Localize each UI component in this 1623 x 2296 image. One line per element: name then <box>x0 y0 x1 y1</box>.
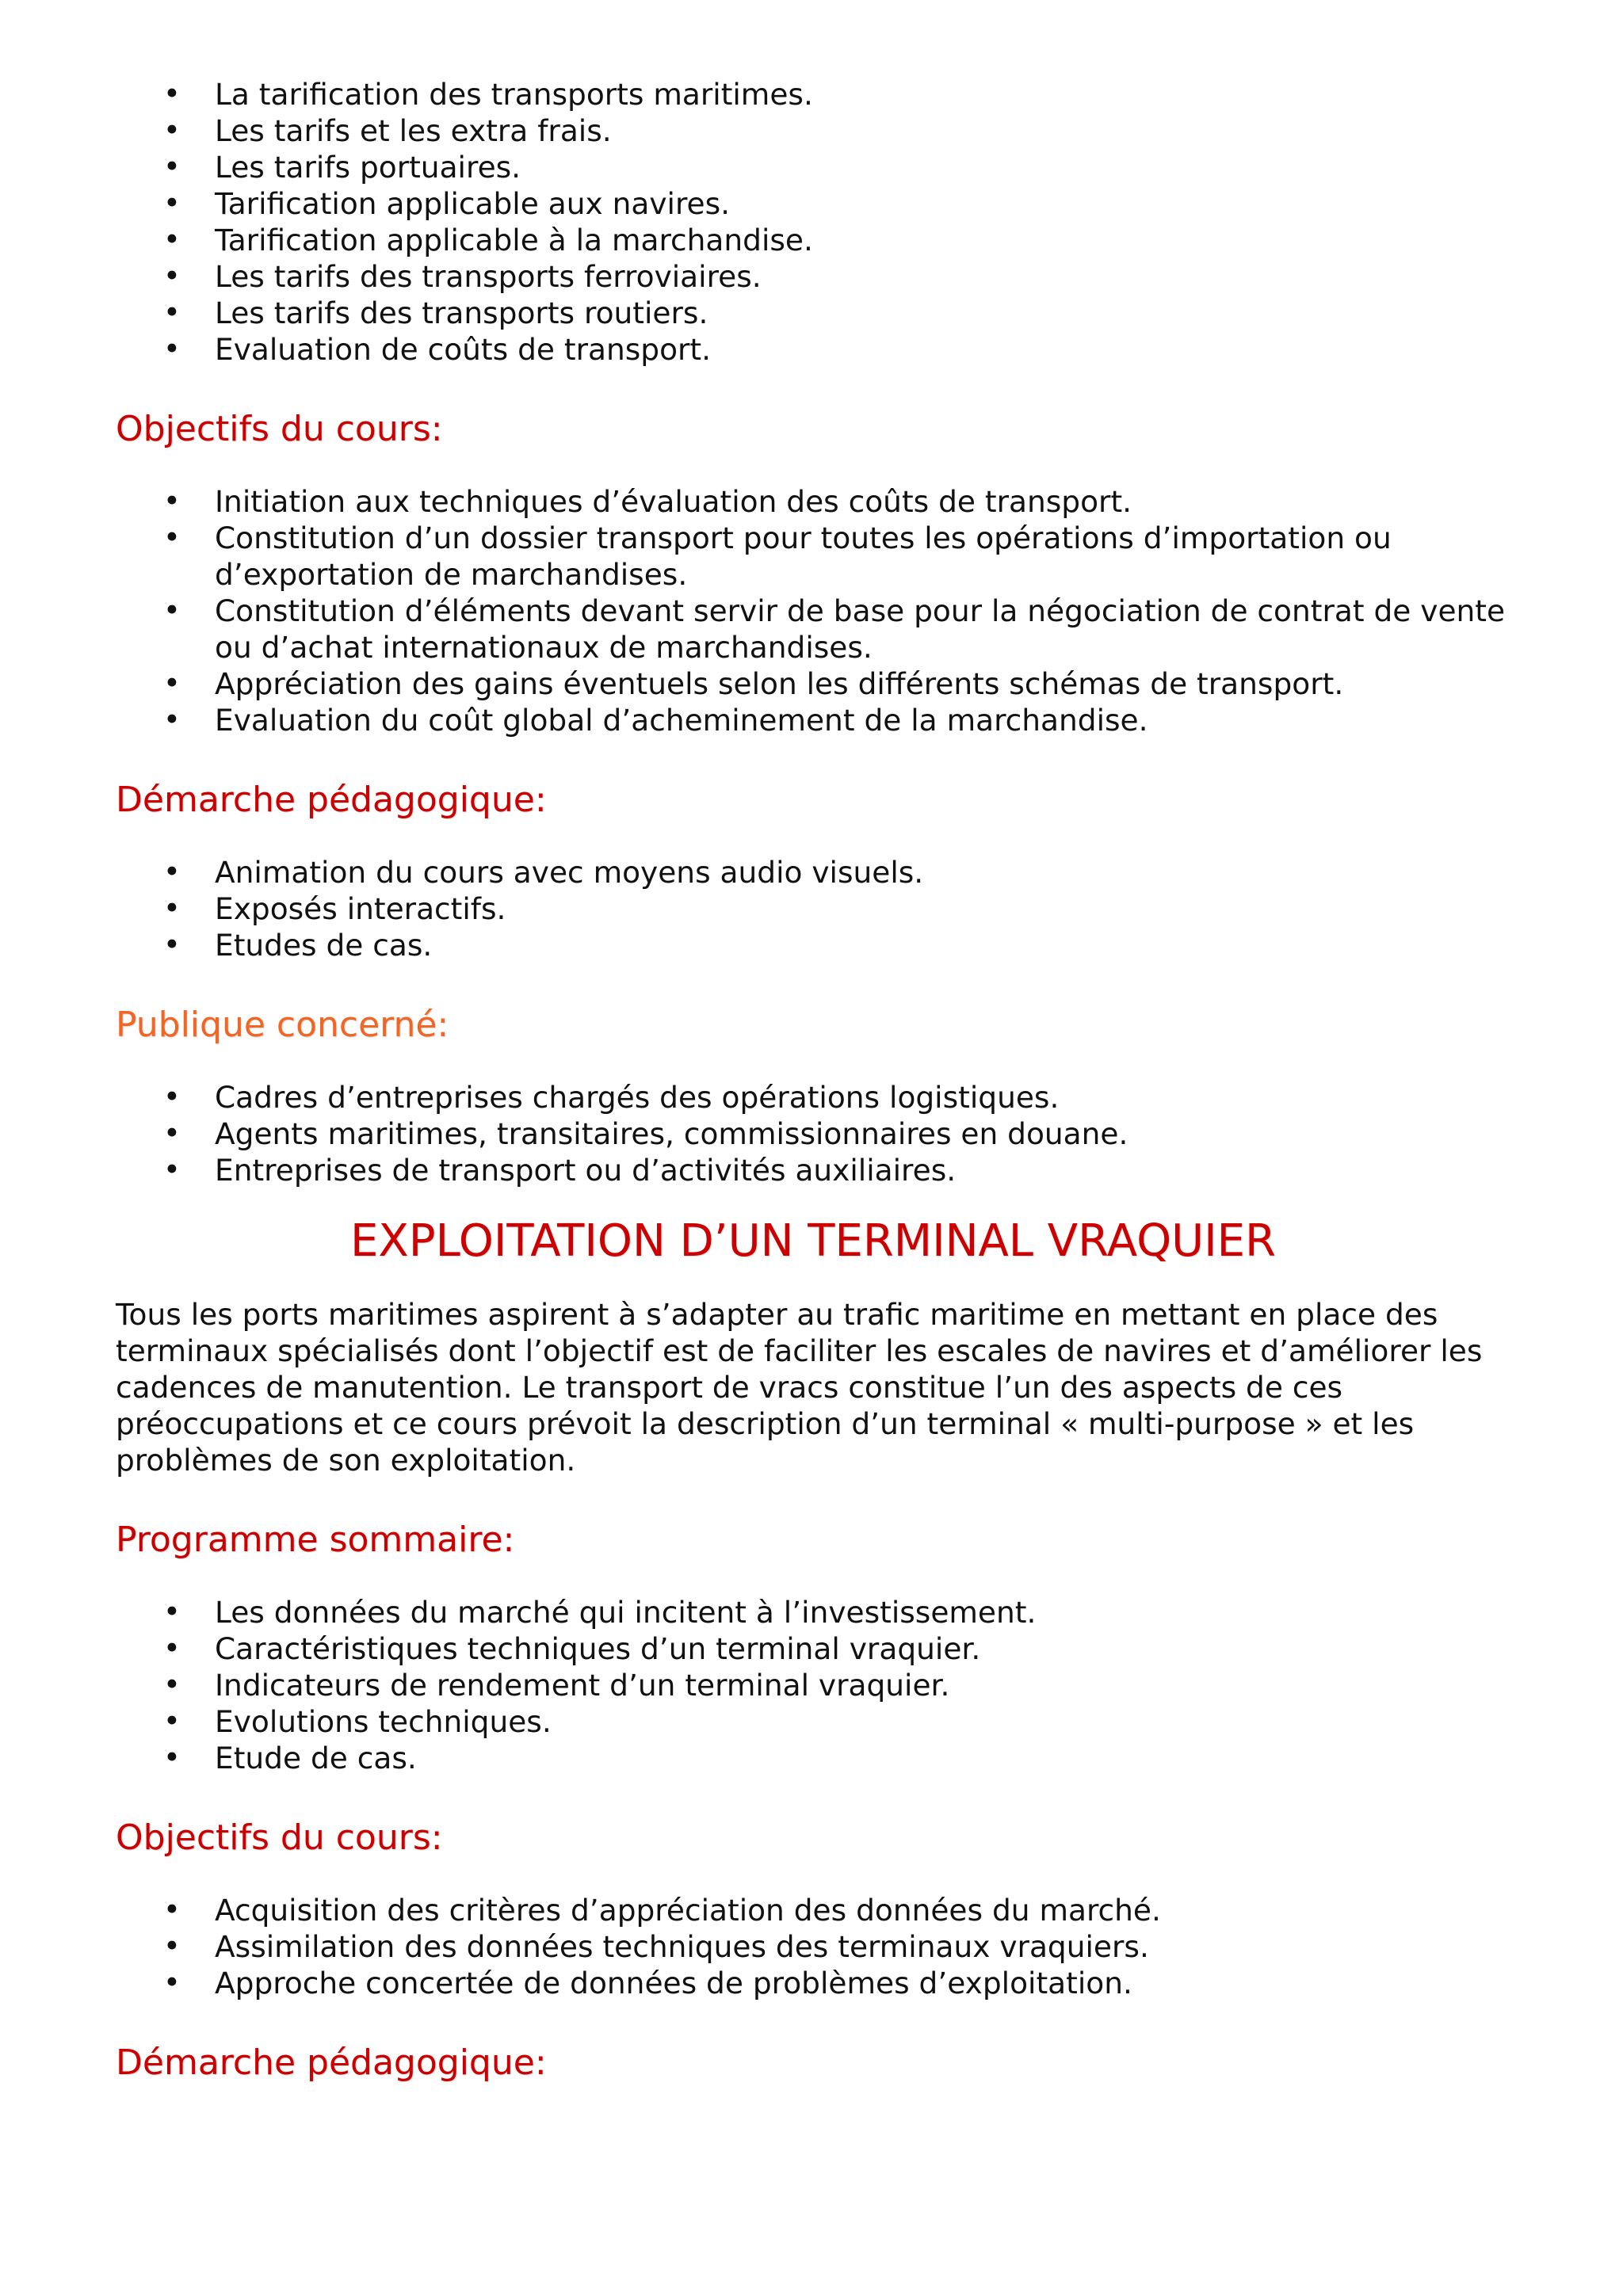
list-item: • Indicateurs de rendement d’un terminal vraquier. <box>116 1667 1510 1703</box>
course-intro-paragraph: Tous les ports maritimes aspirent à s’adapter au trafic maritime en mettant en place des terminaux spécialisés dont l’objectif est de faciliter les escales de navires et d’améliorer les cadences de manutention. Le transport de vracs constitue l’un des aspects de ces préoccupations et ce cours prévoit la description d’un terminal « multi-purpose » et les problèmes de son exploitation. <box>116 1297 1483 1478</box>
list-item: • Entreprises de transport ou d’activités auxiliaires. <box>116 1152 1510 1188</box>
list-item: • Evaluation de coûts de transport. <box>116 331 1510 368</box>
list-item: • Tarification applicable à la marchandise. <box>116 222 1510 258</box>
list-item: • La tarification des transports maritimes. <box>116 76 1510 113</box>
list-item: • Initiation aux techniques d’évaluation des coûts de transport. <box>116 483 1510 520</box>
list-item: • Les données du marché qui incitent à l’investissement. <box>116 1594 1510 1630</box>
list-item: • Les tarifs des transports ferroviaires. <box>116 258 1510 295</box>
list-item: • Les tarifs et les extra frais. <box>116 113 1510 149</box>
list-item: • Tarification applicable aux navires. <box>116 185 1510 222</box>
program-list <box>116 1594 1510 1776</box>
list-item: • Evaluation du coût global d’acheminement de la marchandise. <box>116 702 1510 738</box>
list-item: • Constitution d’éléments devant servir de base pour la négociation de contrat de vente ou d’achat internationaux de marchandises. <box>116 593 1510 666</box>
pedagogy-heading: Démarche pédagogique: <box>116 780 547 820</box>
tariff-topics-list <box>116 76 1510 368</box>
list-item: • Acquisition des critères d’appréciation des données du marché. <box>116 1892 1510 1928</box>
list-item: • Constitution d’un dossier transport pour toutes les opérations d’importation ou d’exportation de marchandises. <box>116 520 1510 593</box>
list-item: • Assimilation des données techniques des terminaux vraquiers. <box>116 1928 1510 1965</box>
list-item: • Appréciation des gains éventuels selon les différents schémas de transport. <box>116 666 1510 702</box>
program-heading: Programme sommaire: <box>116 1520 515 1560</box>
objectives-list-2 <box>116 1892 1510 2001</box>
list-item: • Animation du cours avec moyens audio visuels. <box>116 854 1510 891</box>
list-item: • Caractéristiques techniques d’un terminal vraquier. <box>116 1630 1510 1667</box>
list-item: • Exposés interactifs. <box>116 891 1510 927</box>
audience-list <box>116 1079 1510 1188</box>
list-item: • Cadres d’entreprises chargés des opérations logistiques. <box>116 1079 1510 1116</box>
objectives-heading-2: Objectifs du cours: <box>116 1817 443 1858</box>
pedagogy-list <box>116 854 1510 963</box>
course-title: EXPLOITATION D’UN TERMINAL VRAQUIER <box>350 1215 1276 1267</box>
objectives-heading: Objectifs du cours: <box>116 409 443 449</box>
audience-heading: Publique concerné: <box>116 1005 449 1045</box>
list-item: • Etudes de cas. <box>116 927 1510 963</box>
document-content <box>116 76 1510 2084</box>
list-item: • Etude de cas. <box>116 1740 1510 1776</box>
list-item: • Agents maritimes, transitaires, commissionnaires en douane. <box>116 1116 1510 1152</box>
objectives-list <box>116 483 1510 738</box>
pedagogy-heading-2: Démarche pédagogique: <box>116 2042 547 2083</box>
list-item: • Approche concertée de données de problèmes d’exploitation. <box>116 1965 1510 2001</box>
list-item: • Les tarifs des transports routiers. <box>116 295 1510 331</box>
list-item: • Les tarifs portuaires. <box>116 149 1510 185</box>
list-item: • Evolutions techniques. <box>116 1703 1510 1740</box>
